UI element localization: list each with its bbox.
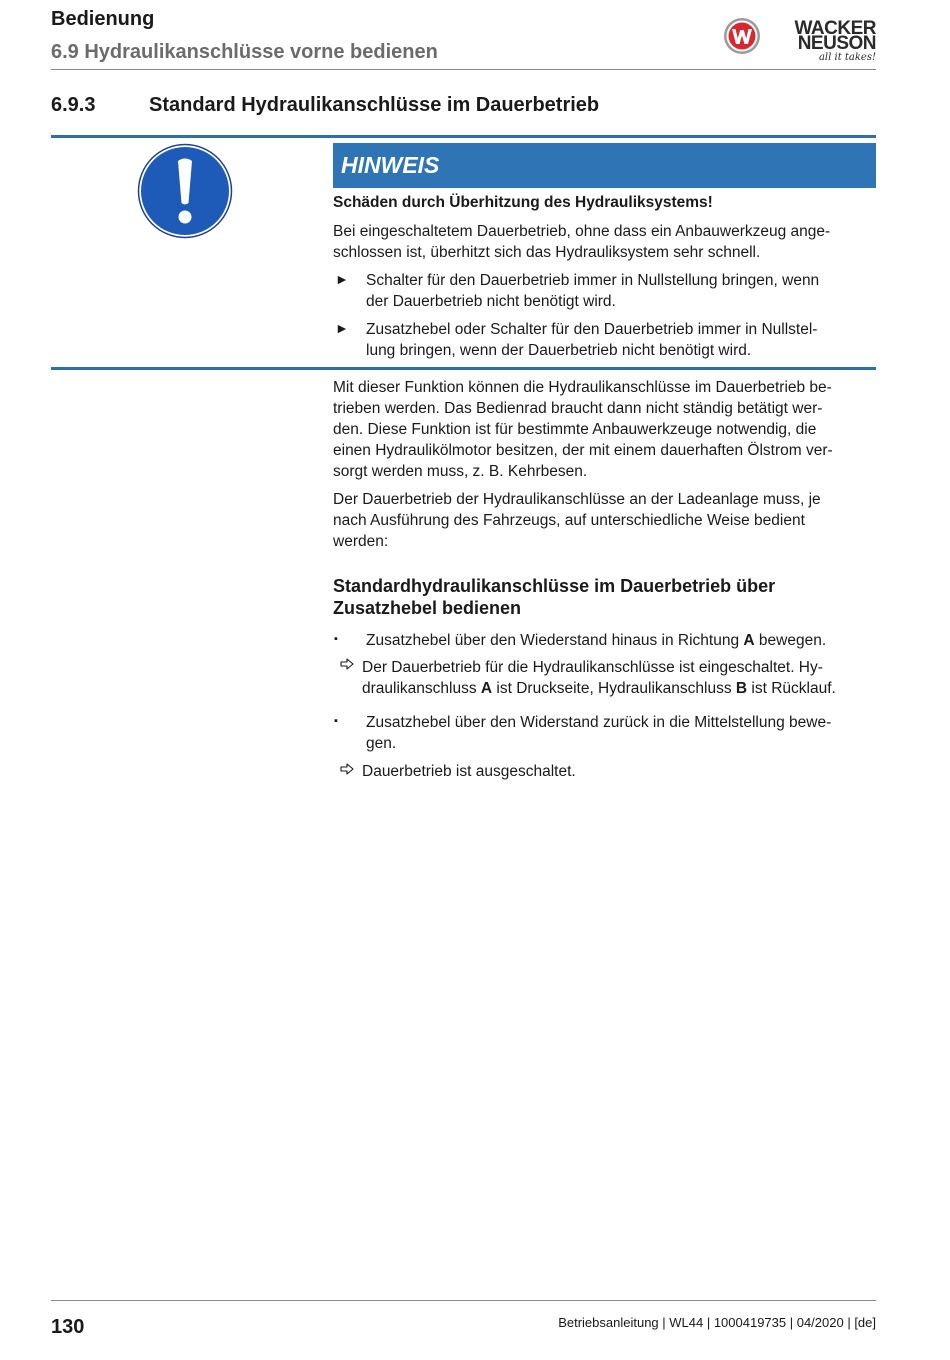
- result-item: Der Dauerbetrieb für die Hydraulikanschlüsse ist eingeschaltet. Hy- draulikanschluss A ist Druckseite, Hydraulikanschluss B ist Rücklauf.: [362, 659, 836, 697]
- footer-divider: [51, 1300, 876, 1301]
- result-arrow-icon: [340, 763, 354, 775]
- section-title: Standard Hydraulikanschlüsse im Dauerbetrieb: [149, 94, 600, 116]
- step-marker-icon: ►: [335, 271, 349, 287]
- step-marker-icon: ►: [335, 320, 349, 336]
- body-paragraph: Mit dieser Funktion können die Hydraulikanschlüsse im Dauerbetrieb be- trieben werden. Das Bedienrad braucht dann nicht ständig betätigt wer- den. Diese Funktion ist für bestimmte Anbauwerkzeuge notwendig, die einen Hydraulikölmotor besitzen, der mit einem dauerhaften Ölstrom ver- sorgt werden muss, z. B. Kehrbesen.: [333, 379, 833, 480]
- logo-tagline: all it takes!: [818, 52, 876, 63]
- instruction-item: Zusatzhebel über den Wiederstand hinaus in Richtung A bewegen.: [366, 632, 827, 649]
- bullet-icon: ▪: [334, 715, 338, 727]
- notice-step: Schalter für den Dauerbetrieb immer in Nullstellung bringen, wenn der Dauerbetrieb nicht benötigt wird.: [366, 272, 820, 310]
- notice-top-divider: [51, 135, 876, 138]
- bullet-icon: ▪: [334, 633, 338, 645]
- header-divider: [51, 69, 876, 70]
- document-meta: Betriebsanleitung | WL44 | 1000419735 | 04/2020 | [de]: [558, 1315, 876, 1330]
- mandatory-exclamation-icon: [137, 143, 233, 239]
- body-paragraph: Der Dauerbetrieb der Hydraulikanschlüsse an der Ladeanlage muss, je nach Ausführung des Fahrzeugs, auf unterschiedliche Weise bedient werden:: [333, 491, 821, 550]
- logo-wordmark-line1: WACKER: [794, 18, 876, 39]
- logo-wordmark-line2: NEUSON: [797, 33, 876, 54]
- notice-text: Bei eingeschaltetem Dauerbetrieb, ohne dass ein Anbauwerkzeug ange- schlossen ist, überhitzt sich das Hydrauliksystem sehr schnell.: [333, 223, 831, 261]
- section-subtitle: 6.9 Hydraulikanschlüsse vorne bedienen: [51, 41, 438, 63]
- wacker-neuson-logo-icon: [723, 17, 761, 55]
- page-number: 130: [51, 1316, 85, 1338]
- notice-label: HINWEIS: [341, 152, 440, 178]
- result-item: Dauerbetrieb ist ausgeschaltet.: [362, 763, 576, 780]
- notice-heading: Schäden durch Überhitzung des Hydrauliksystems!: [333, 194, 713, 211]
- notice-step: Zusatzhebel oder Schalter für den Dauerbetrieb immer in Nullstel- lung bringen, wenn der Dauerbetrieb nicht benötigt wird.: [366, 321, 818, 359]
- notice-bottom-divider: [51, 367, 876, 370]
- section-number: 6.9.3: [51, 94, 96, 116]
- chapter-title: Bedienung: [51, 8, 155, 30]
- result-arrow-icon: [340, 658, 354, 670]
- instruction-item: Zusatzhebel über den Widerstand zurück in die Mittelstellung bewe- gen.: [366, 714, 832, 752]
- subsection-heading: Standardhydraulikanschlüsse im Dauerbetrieb über Zusatzhebel bedienen: [333, 576, 776, 618]
